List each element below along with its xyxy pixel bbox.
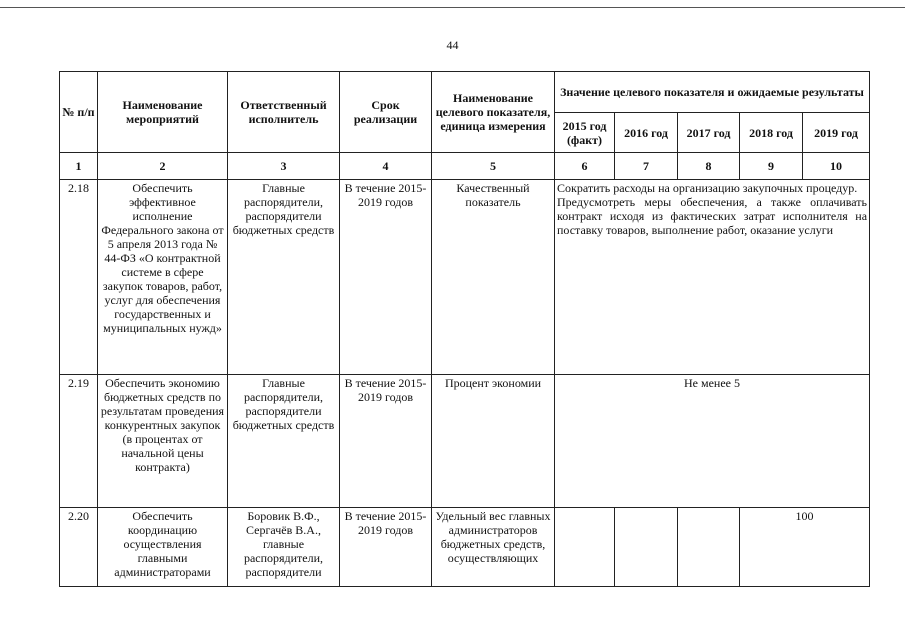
row-number: 2.20 — [60, 508, 98, 587]
header-period: Срок реализации — [340, 72, 432, 153]
table-row — [60, 375, 870, 508]
value-2015-cell — [555, 508, 615, 587]
row-number: 2.18 — [60, 180, 98, 375]
row-number: 2.19 — [60, 375, 98, 508]
measure-cell: Обеспечить эффективное исполнение Федерального закона от 5 апреля 2013 года № 44-ФЗ «О контрактной системе в сфере закупок товаров, работ, услуг для обеспечения государственных и муниципальных нужд» — [98, 180, 228, 375]
indicator-cell: Удельный вес главных администраторов бюджетных средств, осуществляющих — [432, 508, 555, 587]
column-number-row — [60, 153, 870, 180]
result-text: Предусмотреть меры обеспечения, а также оплачивать контракт исходя из фактических затрат исполнителя на поставку товаров, выполнение работ, оказание услуги — [557, 195, 868, 237]
column-number: 4 — [340, 153, 432, 180]
header-year-2019: 2019 год — [803, 113, 870, 153]
header-year-2015: 2015 год (факт) — [555, 113, 615, 153]
executor-cell: Боровик В.Ф., Сергачёв В.А., главные распорядители, распорядители — [228, 508, 340, 587]
column-number: 7 — [615, 153, 678, 180]
table-row — [60, 180, 870, 375]
indicator-cell: Процент экономии — [432, 375, 555, 508]
header-executor: Ответственный исполнитель — [228, 72, 340, 153]
header-measure: Наименование мероприятий — [98, 72, 228, 153]
result-cell — [555, 180, 870, 375]
table-row — [60, 508, 870, 587]
header-year-2017: 2017 год — [678, 113, 740, 153]
period-cell: В течение 2015-2019 годов — [340, 375, 432, 508]
indicator-cell: Качественный показатель — [432, 180, 555, 375]
header-num: № п/п — [60, 72, 98, 153]
result-text: Сократить расходы на организацию закупочных процедур. — [557, 181, 858, 195]
measure-cell: Обеспечить экономию бюджетных средств по результатам проведения конкурентных закупок (в процентах от начальной цены контракта) — [98, 375, 228, 508]
header-values-group: Значение целевого показателя и ожидаемые результаты — [555, 72, 870, 113]
value-2017-cell — [678, 508, 740, 587]
header-row-1 — [60, 72, 870, 113]
period-cell: В течение 2015-2019 годов — [340, 508, 432, 587]
column-number: 1 — [60, 153, 98, 180]
header-year-2016: 2016 год — [615, 113, 678, 153]
measures-table — [59, 71, 870, 587]
executor-cell: Главные распорядители, распорядители бюджетных средств — [228, 180, 340, 375]
column-number: 9 — [740, 153, 803, 180]
executor-cell: Главные распорядители, распорядители бюджетных средств — [228, 375, 340, 508]
value-2016-cell — [615, 508, 678, 587]
column-number: 10 — [803, 153, 870, 180]
period-cell: В течение 2015-2019 годов — [340, 180, 432, 375]
column-number: 2 — [98, 153, 228, 180]
column-number: 3 — [228, 153, 340, 180]
column-number: 8 — [678, 153, 740, 180]
value-2018-2019-cell: 100 — [740, 508, 870, 587]
page-number: 44 — [446, 38, 459, 52]
column-number: 6 — [555, 153, 615, 180]
header-year-2018: 2018 год — [740, 113, 803, 153]
result-cell: Не менее 5 — [555, 375, 870, 508]
top-border-line — [0, 7, 905, 8]
header-indicator: Наименование целевого показателя, единица измерения — [432, 72, 555, 153]
measure-cell: Обеспечить координацию осуществления главными администраторами — [98, 508, 228, 587]
column-number: 5 — [432, 153, 555, 180]
